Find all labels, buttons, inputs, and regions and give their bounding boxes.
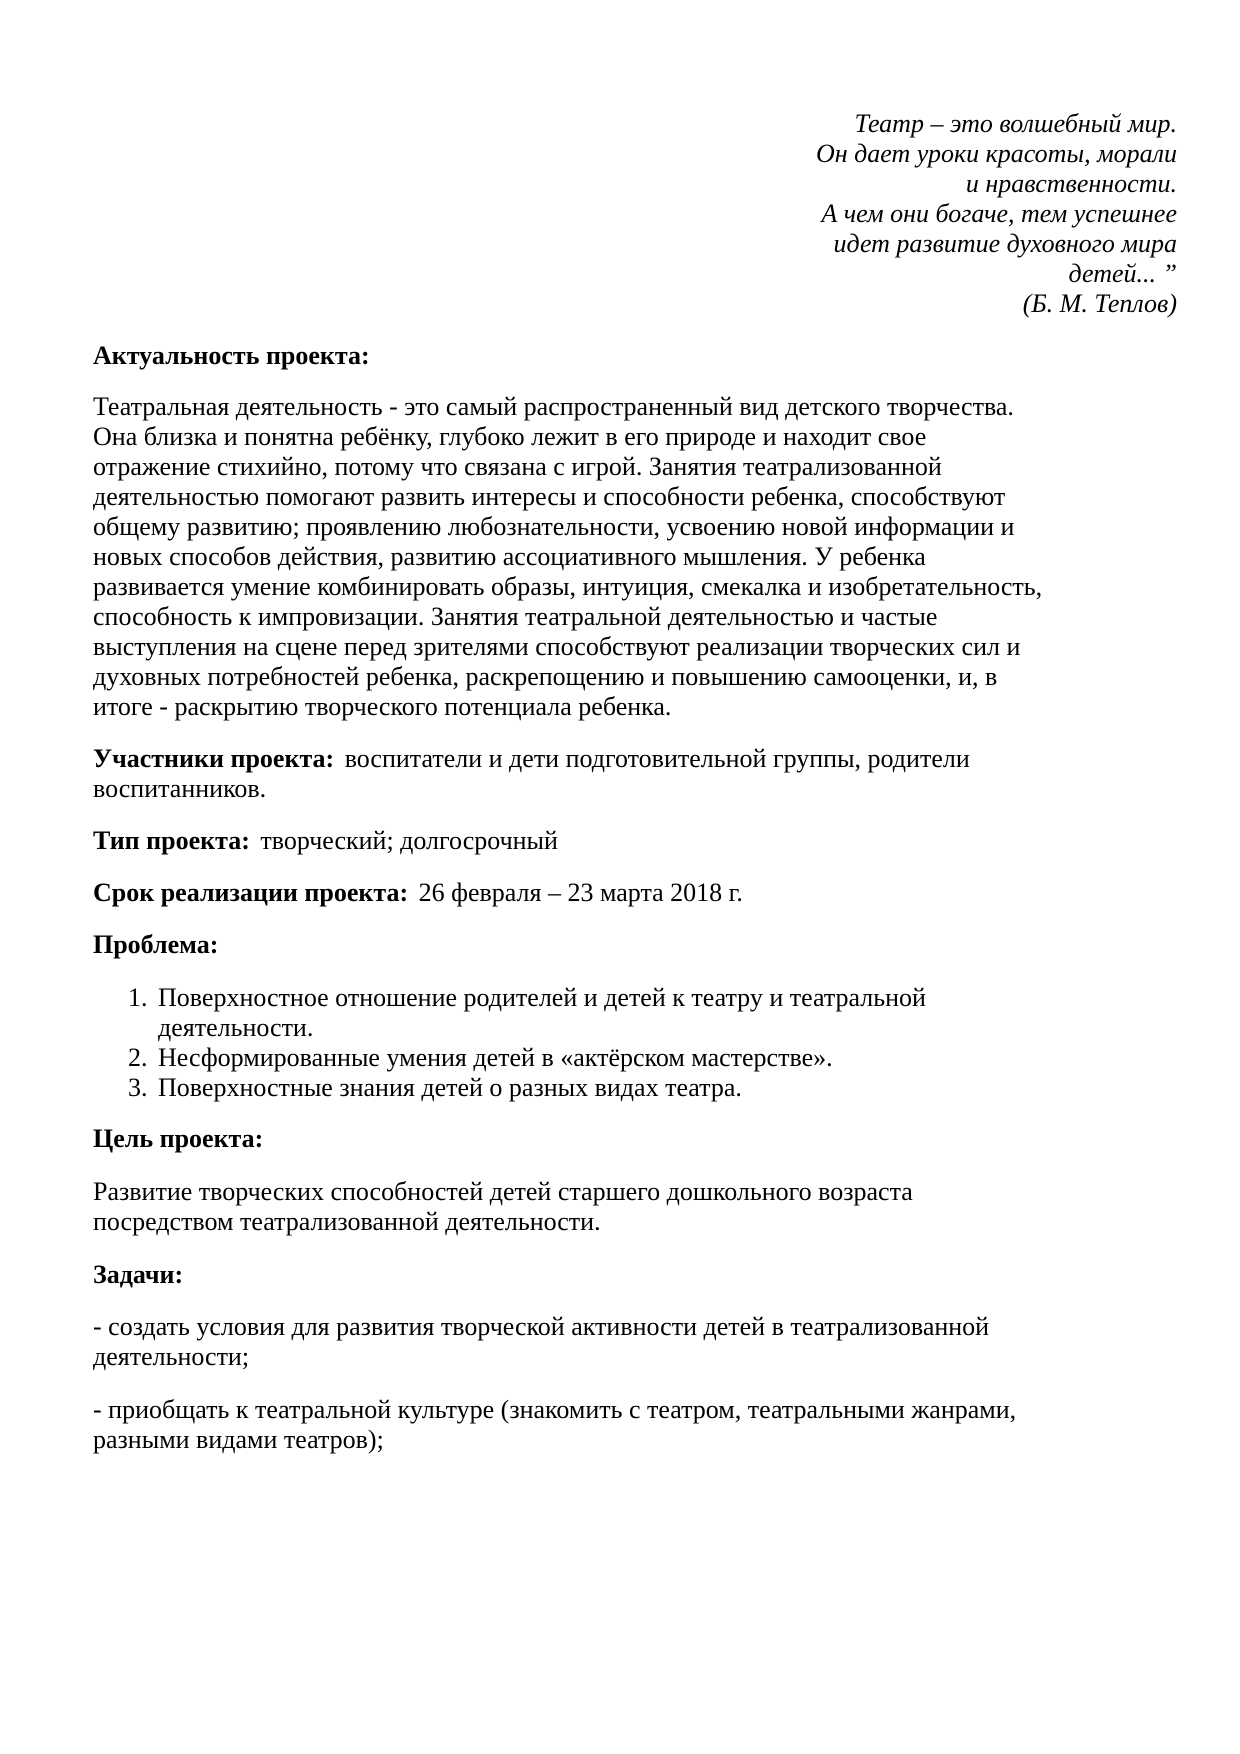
relevance-paragraph [93, 392, 1185, 722]
list-number: 2. [128, 1043, 148, 1072]
participants-line [93, 744, 1185, 774]
problem-list-item [93, 1073, 1185, 1103]
paragraph-line: деятельности; [93, 1342, 250, 1371]
epigraph-line: Театр – это волшебный мир. [854, 109, 1177, 138]
project-type-label: Тип проекта: [93, 826, 250, 855]
paragraph-line: - создать условия для развития творческой активности детей в театрализованной [93, 1312, 990, 1341]
section-heading-problem: Проблема: [93, 930, 219, 959]
paragraph-line: общему развитию; проявлению любознательности, усвоению новой информации и [93, 512, 1015, 541]
paragraph-line: способность к импровизации. Занятия театральной деятельностью и частые [93, 602, 938, 631]
project-type-line [93, 826, 1185, 856]
list-item-text: Несформированные умения детей в «актёрском мастерстве». [158, 1043, 833, 1072]
paragraph-line: выступления на сцене перед зрителями способствуют реализации творческих сил и [93, 632, 1021, 661]
project-term-label: Срок реализации проекта: [93, 878, 409, 907]
project-type [93, 826, 1185, 856]
project-term-line [93, 878, 1185, 908]
paragraph-line: деятельностью помогают развить интересы и способности ребенка, способствуют [93, 482, 1006, 511]
paragraph-line: развивается умение комбинировать образы, интуиция, смекалка и изобретательность, [93, 572, 1043, 601]
task-item [93, 1395, 1185, 1455]
epigraph-line: и нравственности. [965, 169, 1177, 198]
participants-continuation: воспитанников. [93, 774, 267, 803]
paragraph-line: разными видами театров); [93, 1425, 384, 1454]
epigraph [477, 109, 1177, 319]
participants-label: Участники проекта: [93, 744, 335, 773]
list-number: 1. [128, 983, 148, 1012]
problem-list [93, 983, 1185, 1103]
paragraph-line: - приобщать к театральной культуре (знакомить с театром, театральными жанрами, [93, 1395, 1017, 1424]
paragraph-line: новых способов действия, развитию ассоциативного мышления. У ребенка [93, 542, 926, 571]
paragraph-line: отражение стихийно, потому что связана с игрой. Занятия театрализованной [93, 452, 942, 481]
list-item-text: деятельности. [158, 1013, 314, 1042]
project-term [93, 878, 1185, 908]
paragraph-line: Театральная деятельность - это самый распространенный вид детского творчества. [93, 392, 1014, 421]
list-item-text: Поверхностное отношение родителей и детей к театру и театральной [158, 983, 926, 1012]
problem-list-item [93, 1043, 1185, 1073]
goal-paragraph [93, 1177, 1185, 1237]
participants [93, 744, 1185, 804]
project-type-value: творческий; долгосрочный [260, 826, 558, 855]
task-item [93, 1312, 1185, 1372]
project-term-value: 26 февраля – 23 марта 2018 г. [418, 878, 743, 907]
epigraph-line: А чем они богаче, тем успешнее [821, 199, 1177, 228]
paragraph-line: духовных потребностей ребенка, раскрепощению и повышению самооценки, и, в [93, 662, 998, 691]
paragraph-line: итоге - раскрытию творческого потенциала ребенка. [93, 692, 672, 721]
paragraph-line: Развитие творческих способностей детей старшего дошкольного возраста [93, 1177, 913, 1206]
epigraph-line: детей... ” [1068, 259, 1177, 288]
problem-list-item [93, 983, 1185, 1043]
section-heading-relevance: Актуальность проекта: [93, 341, 370, 370]
list-item-text: Поверхностные знания детей о разных видах театра. [158, 1073, 742, 1102]
paragraph-line: посредством театрализованной деятельности. [93, 1207, 601, 1236]
section-heading-tasks: Задачи: [93, 1260, 184, 1289]
epigraph-line: Он дает уроки красоты, морали [815, 139, 1177, 168]
section-heading-goal: Цель проекта: [93, 1124, 264, 1153]
paragraph-line: Она близка и понятна ребёнку, глубоко лежит в его природе и находит свое [93, 422, 927, 451]
epigraph-line: идет развитие духовного мира [833, 229, 1177, 258]
participants-value: воспитатели и дети подготовительной группы, родители [344, 744, 970, 773]
list-number: 3. [128, 1073, 148, 1102]
epigraph-author: (Б. М. Теплов) [1022, 289, 1177, 318]
